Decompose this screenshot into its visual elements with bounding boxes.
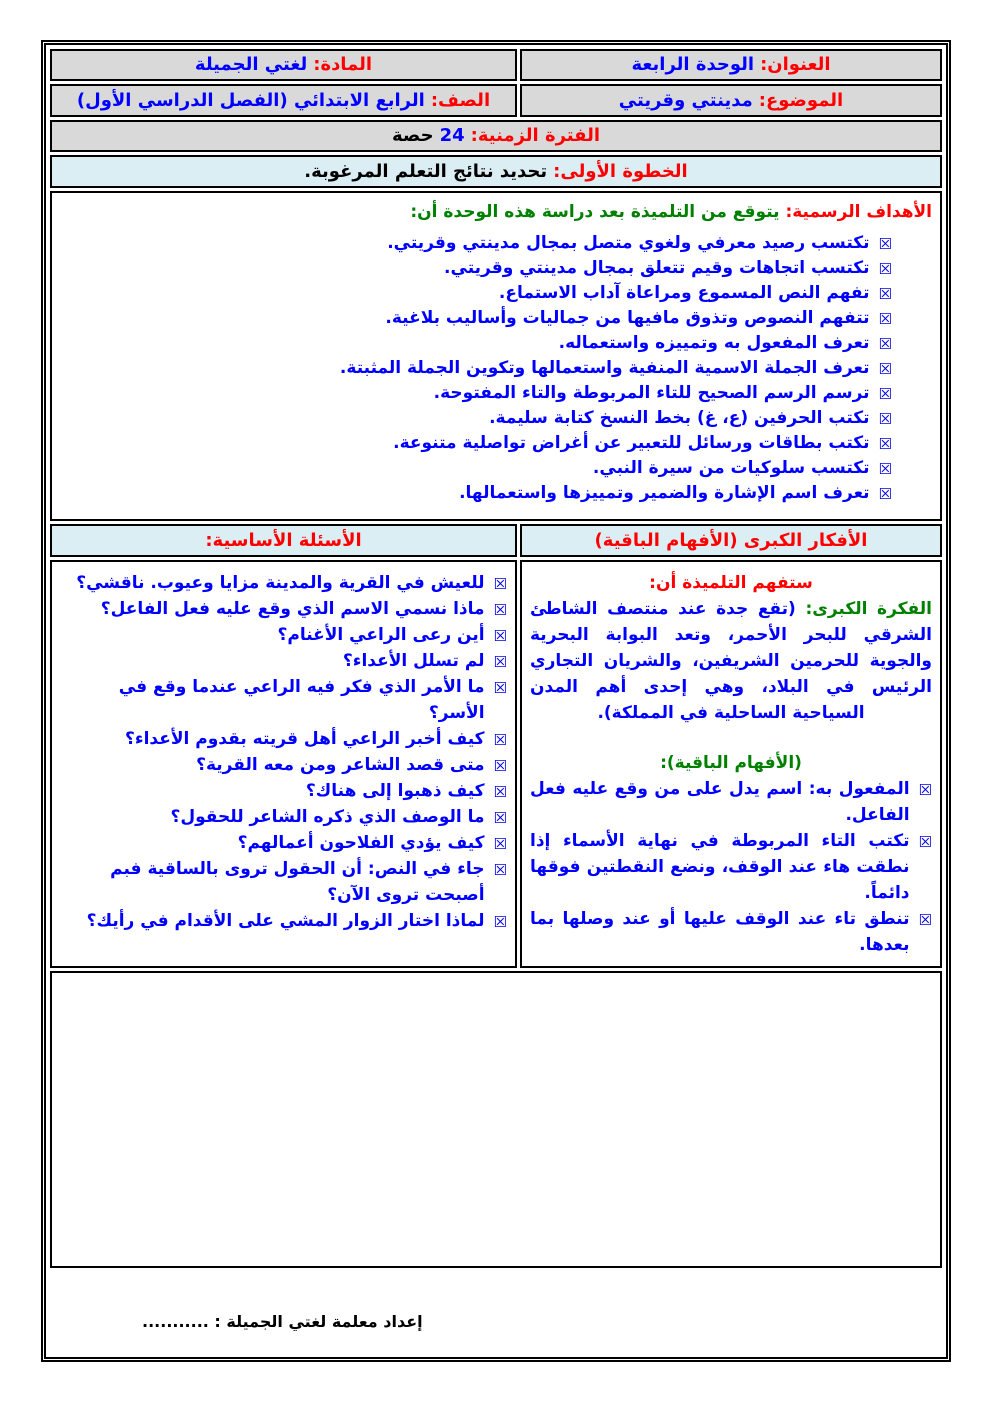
subject-value: لغتي الجميلة xyxy=(194,54,308,76)
period-row xyxy=(50,120,942,152)
question-item xyxy=(60,674,507,726)
header-row-2 xyxy=(50,84,942,117)
enduring-item xyxy=(530,776,932,828)
question-text: لماذا اختار الزوار المشي على الأقدام في رأيك؟ xyxy=(86,911,485,931)
question-text: للعيش في القرية والمدينة مزايا وعيوب. ناقشي؟ xyxy=(76,573,485,593)
question-text: ما الوصف الذي ذكره الشاعر للحقول؟ xyxy=(170,807,485,827)
topic-cell xyxy=(520,84,942,117)
checkbox-checked-icon: ☒ xyxy=(493,679,507,697)
checkbox-checked-icon: ☒ xyxy=(493,835,507,853)
subject-label: المادة: xyxy=(313,54,373,76)
checkbox-checked-icon: ☒ xyxy=(918,911,932,929)
enduring-list xyxy=(530,776,932,958)
checkbox-checked-icon: ☒ xyxy=(878,359,892,378)
checkbox-checked-icon: ☒ xyxy=(918,833,932,851)
goal-item xyxy=(60,256,892,281)
questions-header: الأسئلة الأساسية: xyxy=(50,524,517,557)
checkbox-checked-icon: ☒ xyxy=(493,601,507,619)
question-item xyxy=(60,778,507,804)
goal-text: ترسم الرسم الصحيح للتاء المربوطة والتاء المفتوحة. xyxy=(433,382,870,403)
period-label: الفترة الزمنية: xyxy=(470,125,601,147)
question-text: ماذا نسمي الاسم الذي وقع عليه فعل الفاعل؟ xyxy=(100,599,485,619)
title-label: العنوان: xyxy=(760,54,831,76)
big-ideas-intro: ستفهم التلميذة أن: xyxy=(649,573,813,593)
title-value: الوحدة الرابعة xyxy=(631,54,755,76)
question-text: لم تسلل الأعداء؟ xyxy=(342,651,485,671)
goal-item xyxy=(60,231,892,256)
question-item xyxy=(60,648,507,674)
question-text: كيف يؤدي الفلاحون أعمالهم؟ xyxy=(237,833,485,853)
checkbox-checked-icon: ☒ xyxy=(878,259,892,278)
goal-text: تكتسب رصيد معرفي ولغوي متصل بمجال مدينتي وقريتي. xyxy=(387,232,870,253)
goal-item xyxy=(60,481,892,506)
checkbox-checked-icon: ☒ xyxy=(878,484,892,503)
checkbox-checked-icon: ☒ xyxy=(878,459,892,478)
header-row-1 xyxy=(50,49,942,81)
question-item xyxy=(60,570,507,596)
checkbox-checked-icon: ☒ xyxy=(878,384,892,403)
question-item xyxy=(60,830,507,856)
goal-item xyxy=(60,456,892,481)
step-row xyxy=(50,155,942,188)
enduring-subheading: (الأفهام الباقية): xyxy=(660,753,802,773)
checkbox-checked-icon: ☒ xyxy=(878,309,892,328)
enduring-text: المفعول به: اسم يدل على من وقع عليه فعل الفاعل. xyxy=(530,779,910,825)
step-label: الخطوة الأولى: xyxy=(553,160,688,182)
goal-text: تعرف الجملة الاسمية المنفية واستعمالها وتكوين الجملة المثبتة. xyxy=(339,357,870,378)
checkbox-checked-icon: ☒ xyxy=(493,757,507,775)
enduring-text: تنطق تاء عند الوقف عليها أو عند وصلها بما بعدها. xyxy=(530,909,910,955)
question-text: أين رعى الراعي الأغنام؟ xyxy=(277,625,485,645)
goal-item xyxy=(60,431,892,456)
question-item xyxy=(60,622,507,648)
enduring-text: تكتب التاء المربوطة في نهاية الأسماء إذا نطقت هاء عند الوقف، ونضع النقطتين فوقها دائماً. xyxy=(530,831,910,903)
goal-item xyxy=(60,356,892,381)
checkbox-checked-icon: ☒ xyxy=(493,627,507,645)
subject-cell xyxy=(50,49,517,81)
checkbox-checked-icon: ☒ xyxy=(493,783,507,801)
goal-text: تكتسب اتجاهات وقيم تتعلق بمجال مدينتي وقريتي. xyxy=(444,257,870,278)
questions-body xyxy=(50,560,517,968)
page-border-frame xyxy=(41,40,951,1362)
goal-text: تكتب بطاقات ورسائل للتعبير عن أغراض تواصلية متنوعة. xyxy=(393,432,870,453)
checkbox-checked-icon: ☒ xyxy=(878,284,892,303)
questions-list xyxy=(60,570,507,934)
big-idea-text: (تقع جدة عند منتصف الشاطئ الشرقي للبحر الأحمر، وتعد البوابة البحرية والجوية للحرمين الشريفين، والشريان التجاري الرئيس في البلاد، وهي إحدى أهم المدن السياحية الساحلية في المملكة). xyxy=(530,599,932,723)
two-column-section xyxy=(50,524,942,968)
goal-item xyxy=(60,406,892,431)
goal-text: تتفهم النصوص وتذوق مافيها من جماليات وأساليب بلاغية. xyxy=(385,307,870,328)
step-cell xyxy=(50,155,942,188)
period-number: 24 xyxy=(439,125,465,147)
goal-text: تكتسب سلوكيات من سيرة النبي. xyxy=(592,457,870,478)
question-item xyxy=(60,804,507,830)
big-idea-label: الفكرة الكبرى: xyxy=(805,599,932,619)
checkbox-checked-icon: ☒ xyxy=(493,575,507,593)
question-text: متى قصد الشاعر ومن معه القرية؟ xyxy=(196,755,485,775)
goal-item xyxy=(60,331,892,356)
period-unit: حصة xyxy=(391,125,434,147)
goal-item xyxy=(60,381,892,406)
goal-text: تعرف اسم الإشارة والضمير وتمييزها واستعمالها. xyxy=(459,482,870,503)
question-item xyxy=(60,908,507,934)
enduring-item xyxy=(530,906,932,958)
checkbox-checked-icon: ☒ xyxy=(493,809,507,827)
goal-item xyxy=(60,281,892,306)
checkbox-checked-icon: ☒ xyxy=(878,409,892,428)
question-text: ما الأمر الذي فكر فيه الراعي عندما وقع في الأسر؟ xyxy=(118,677,485,723)
topic-value: مدينتي وقريتي xyxy=(618,89,753,111)
goals-list xyxy=(60,231,932,506)
question-item xyxy=(60,726,507,752)
big-ideas-body xyxy=(520,560,942,968)
questions-column xyxy=(50,524,517,968)
checkbox-checked-icon: ☒ xyxy=(918,781,932,799)
empty-content-box xyxy=(50,971,942,1268)
checkbox-checked-icon: ☒ xyxy=(878,434,892,453)
grade-cell xyxy=(50,84,517,117)
goals-heading-label: الأهداف الرسمية: xyxy=(785,202,932,222)
big-ideas-header: الأفكار الكبرى (الأفهام الباقية) xyxy=(520,524,942,557)
question-text: جاء في النص: أن الحقول تروى بالساقية فبم أصبحت تروى الآن؟ xyxy=(110,859,485,905)
goal-text: تفهم النص المسموع ومراعاة آداب الاستماع. xyxy=(498,282,870,303)
grade-value: الرابع الابتدائي (الفصل الدراسي الأول) xyxy=(76,89,425,111)
big-ideas-column xyxy=(520,524,942,968)
goals-heading xyxy=(60,201,932,225)
enduring-item xyxy=(530,828,932,906)
footer-prepared-by: إعداد معلمة لغتي الجميلة : ........... xyxy=(142,1312,423,1331)
question-text: كيف ذهبوا إلى هناك؟ xyxy=(305,781,485,801)
checkbox-checked-icon: ☒ xyxy=(493,861,507,879)
grade-label: الصف: xyxy=(430,89,491,111)
question-item xyxy=(60,596,507,622)
goal-text: تكتب الحرفين (ع، غ) بخط النسخ كتابة سليمة. xyxy=(489,407,870,428)
goals-box xyxy=(50,191,942,521)
step-text: تحديد نتائج التعلم المرغوبة. xyxy=(304,160,548,182)
checkbox-checked-icon: ☒ xyxy=(493,731,507,749)
goal-item xyxy=(60,306,892,331)
checkbox-checked-icon: ☒ xyxy=(878,234,892,253)
question-text: كيف أخبر الراعي أهل قريته بقدوم الأعداء؟ xyxy=(125,729,485,749)
goal-text: تعرف المفعول به وتمييزه واستعماله. xyxy=(558,332,870,353)
question-item xyxy=(60,752,507,778)
topic-label: الموضوع: xyxy=(758,89,844,111)
period-cell xyxy=(50,120,942,152)
checkbox-checked-icon: ☒ xyxy=(493,913,507,931)
goals-heading-text: يتوقع من التلميذة بعد دراسة هذه الوحدة أن: xyxy=(410,202,780,222)
checkbox-checked-icon: ☒ xyxy=(878,334,892,353)
question-item xyxy=(60,856,507,908)
checkbox-checked-icon: ☒ xyxy=(493,653,507,671)
big-idea-paragraph xyxy=(530,596,932,726)
title-cell xyxy=(520,49,942,81)
